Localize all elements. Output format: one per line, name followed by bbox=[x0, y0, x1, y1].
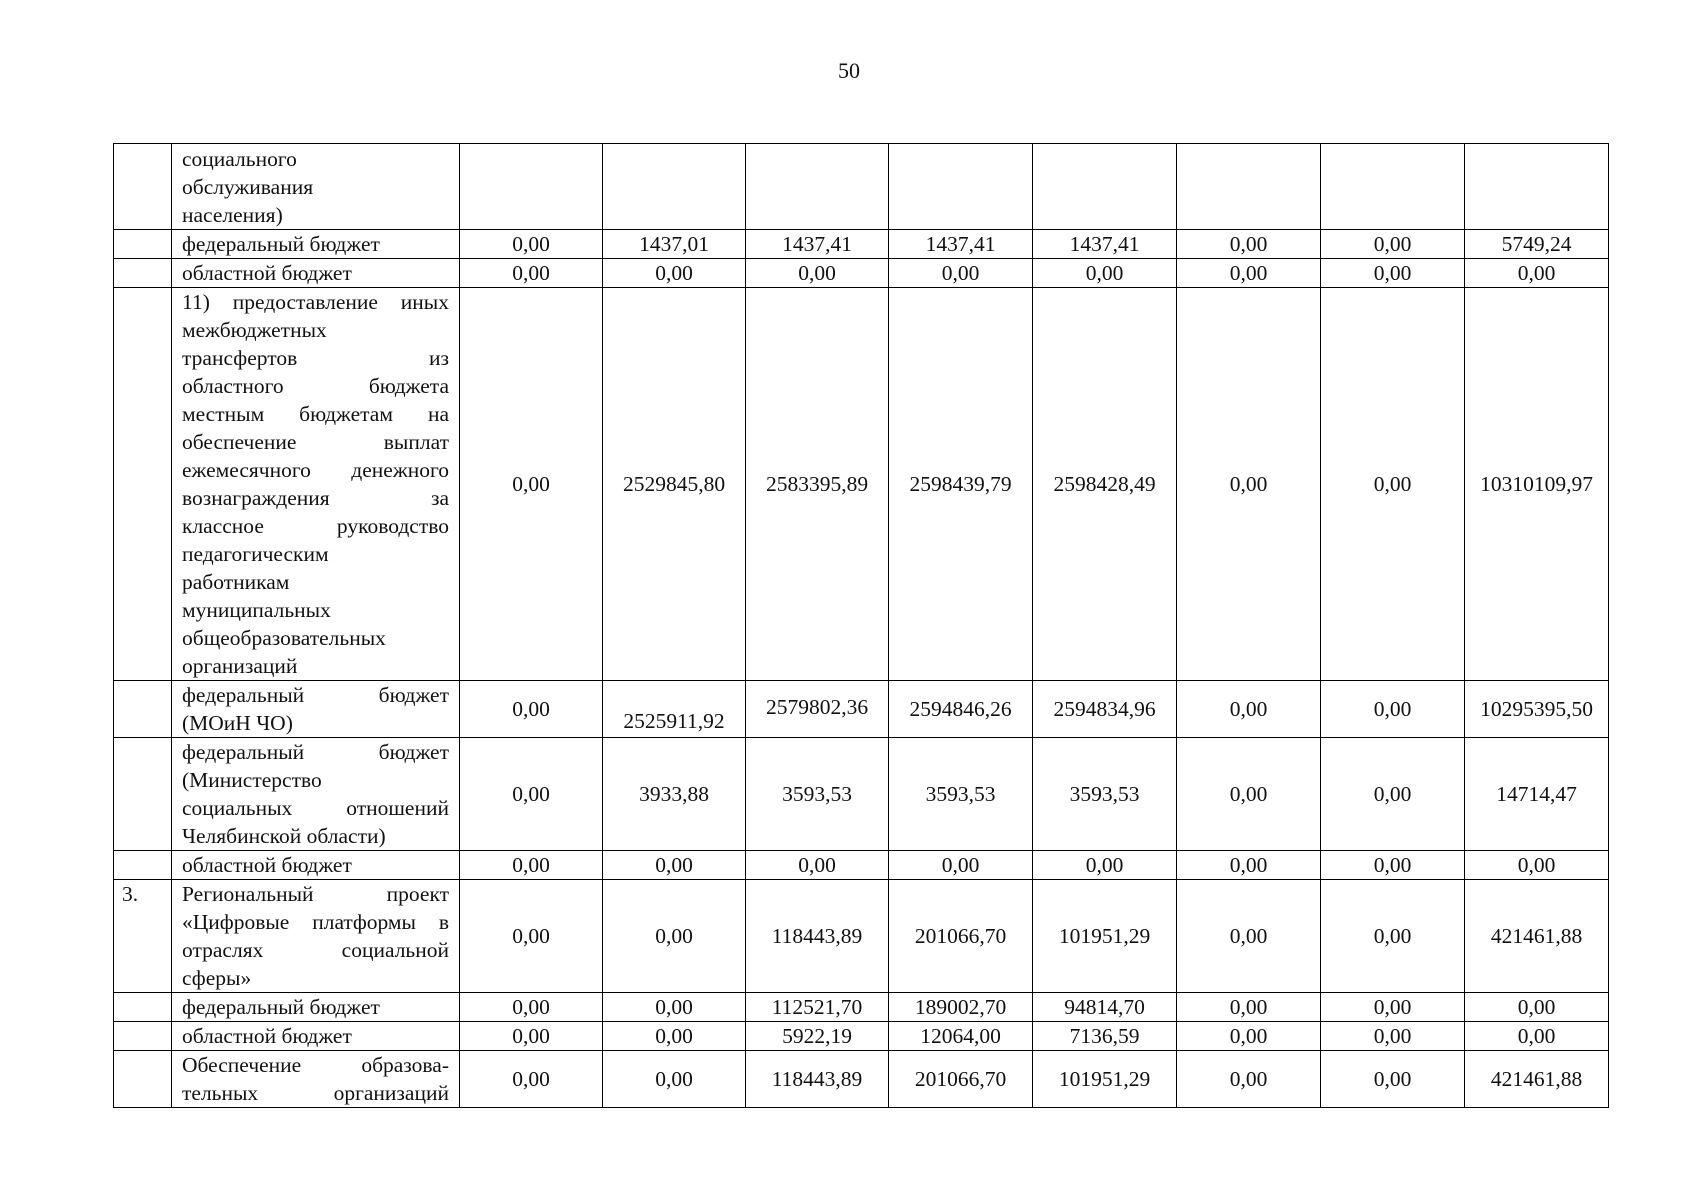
table-row bbox=[114, 259, 1609, 288]
value-text: 0,00 bbox=[512, 995, 550, 1019]
value-cell bbox=[1033, 880, 1177, 993]
value-text: 14714,47 bbox=[1496, 782, 1577, 806]
value-text: 189002,70 bbox=[914, 995, 1007, 1019]
value-cell bbox=[1177, 230, 1321, 259]
value-text: 2594846,26 bbox=[909, 697, 1012, 721]
description-line: областной бюджет bbox=[182, 261, 352, 285]
value-text: 112521,70 bbox=[771, 995, 863, 1019]
value-cell bbox=[1177, 1051, 1321, 1108]
value-text: 10310109,97 bbox=[1480, 472, 1593, 496]
value-text: 118443,89 bbox=[771, 924, 863, 948]
value-text: 0,00 bbox=[1373, 472, 1412, 496]
value-cell bbox=[1033, 259, 1177, 288]
value-text: 5749,24 bbox=[1501, 232, 1572, 256]
value-text: 201066,70 bbox=[914, 924, 1007, 948]
description-line: тельных организаций bbox=[182, 1081, 449, 1105]
value-cell bbox=[460, 738, 603, 851]
row-description-cell bbox=[172, 288, 460, 681]
row-number-cell bbox=[114, 1051, 172, 1108]
value-cell bbox=[603, 259, 746, 288]
value-cell bbox=[1033, 681, 1177, 738]
description-line: областного бюджета bbox=[182, 374, 449, 398]
value-text: 3593,53 bbox=[925, 782, 996, 806]
value-text: 0,00 bbox=[655, 261, 693, 285]
value-text: 3593,53 bbox=[782, 782, 852, 806]
value-text: 0,00 bbox=[1373, 924, 1412, 948]
row-description-cell bbox=[172, 851, 460, 880]
value-cell bbox=[460, 259, 603, 288]
value-text: 2598439,79 bbox=[909, 472, 1012, 496]
description-line: Региональный проект bbox=[182, 882, 449, 906]
value-text: 1437,01 bbox=[639, 232, 709, 256]
description-line: федеральный бюджет bbox=[182, 683, 449, 707]
value-cell bbox=[1177, 880, 1321, 993]
description-line: федеральный бюджет bbox=[182, 232, 380, 256]
value-text: 0,00 bbox=[1229, 995, 1268, 1019]
value-cell bbox=[1465, 1051, 1609, 1108]
description-line: классное руководство bbox=[182, 514, 449, 538]
value-text: 0,00 bbox=[1373, 1067, 1412, 1091]
value-text: 0,00 bbox=[1517, 853, 1556, 877]
value-cell bbox=[1321, 1051, 1465, 1108]
table-row bbox=[114, 1051, 1609, 1108]
value-cell bbox=[889, 259, 1033, 288]
value-cell bbox=[603, 681, 746, 738]
value-text: 0,00 bbox=[1373, 782, 1412, 806]
value-cell bbox=[603, 1022, 746, 1051]
value-cell bbox=[603, 1051, 746, 1108]
description-line: обслуживания bbox=[182, 174, 314, 199]
value-cell bbox=[1177, 1022, 1321, 1051]
table-row bbox=[114, 1022, 1609, 1051]
value-text: 0,00 bbox=[1373, 697, 1412, 721]
row-number-cell bbox=[114, 1022, 172, 1051]
value-cell bbox=[1177, 144, 1321, 230]
value-cell bbox=[1033, 993, 1177, 1022]
table-row bbox=[114, 681, 1609, 738]
value-cell bbox=[1465, 288, 1609, 681]
value-cell bbox=[603, 880, 746, 993]
value-text: 0,00 bbox=[1085, 261, 1124, 285]
value-text: 2579802,36 bbox=[765, 695, 869, 719]
value-cell bbox=[746, 1022, 889, 1051]
description-line: Челябинской области) bbox=[182, 824, 386, 848]
value-text: 0,00 bbox=[655, 924, 693, 948]
value-cell bbox=[603, 851, 746, 880]
value-cell bbox=[746, 230, 889, 259]
value-text: 0,00 bbox=[1373, 853, 1412, 877]
table-row bbox=[114, 738, 1609, 851]
value-cell bbox=[1465, 259, 1609, 288]
value-cell bbox=[1177, 851, 1321, 880]
value-text: 0,00 bbox=[655, 853, 693, 877]
value-text: 101951,29 bbox=[1058, 924, 1151, 948]
value-cell bbox=[746, 993, 889, 1022]
value-cell bbox=[1177, 288, 1321, 681]
value-cell bbox=[1465, 851, 1609, 880]
value-cell bbox=[603, 230, 746, 259]
value-cell bbox=[603, 993, 746, 1022]
row-number-cell bbox=[114, 288, 172, 681]
value-text: 0,00 bbox=[512, 472, 550, 496]
table-row bbox=[114, 993, 1609, 1022]
table-row bbox=[114, 288, 1609, 681]
description-line: населения) bbox=[182, 202, 283, 227]
value-text: 118443,89 bbox=[771, 1067, 863, 1091]
row-number-cell bbox=[114, 259, 172, 288]
value-cell bbox=[746, 259, 889, 288]
value-cell bbox=[1465, 681, 1609, 738]
value-text: 0,00 bbox=[1085, 853, 1124, 877]
value-cell bbox=[1465, 738, 1609, 851]
description-line: общеобразовательных bbox=[182, 626, 386, 650]
description-line: педагогическим bbox=[182, 542, 329, 566]
description-line: ежемесячного денежного bbox=[182, 458, 449, 482]
value-cell bbox=[1465, 1022, 1609, 1051]
value-cell bbox=[1321, 1022, 1465, 1051]
description-line: областной бюджет bbox=[182, 1024, 352, 1048]
value-text: 0,00 bbox=[1229, 232, 1268, 256]
value-text: 0,00 bbox=[941, 853, 980, 877]
description-line: местным бюджетам на bbox=[182, 402, 449, 426]
value-cell bbox=[1465, 144, 1609, 230]
value-text: 7136,59 bbox=[1069, 1024, 1140, 1048]
value-text: 2598428,49 bbox=[1053, 472, 1156, 496]
description-line: межбюджетных bbox=[182, 318, 327, 342]
row-description-cell bbox=[172, 880, 460, 993]
value-text: 0,00 bbox=[1229, 782, 1268, 806]
value-cell bbox=[889, 230, 1033, 259]
value-cell bbox=[1033, 230, 1177, 259]
value-text: 2529845,80 bbox=[622, 472, 726, 496]
value-cell bbox=[889, 1051, 1033, 1108]
value-text: 94814,70 bbox=[1064, 995, 1145, 1019]
row-description-cell bbox=[172, 993, 460, 1022]
value-text: 0,00 bbox=[941, 261, 980, 285]
value-text: 0,00 bbox=[1517, 995, 1556, 1019]
description-line: (Министерство bbox=[182, 768, 322, 792]
value-text: 0,00 bbox=[655, 1067, 693, 1091]
value-text: 10295395,50 bbox=[1480, 697, 1593, 721]
value-cell bbox=[889, 851, 1033, 880]
description-line: организаций bbox=[182, 654, 298, 678]
value-cell bbox=[746, 288, 889, 681]
row-number-cell bbox=[114, 230, 172, 259]
value-text: 2525911,92 bbox=[623, 709, 725, 733]
value-cell bbox=[1321, 288, 1465, 681]
value-text: 0,00 bbox=[1229, 261, 1268, 285]
value-cell bbox=[460, 1022, 603, 1051]
row-number-cell: 3. bbox=[114, 880, 172, 993]
value-cell bbox=[1465, 230, 1609, 259]
description-line: федеральный бюджет bbox=[182, 740, 449, 764]
value-cell bbox=[746, 681, 889, 738]
row-number-cell bbox=[114, 681, 172, 738]
table-row bbox=[114, 851, 1609, 880]
value-cell bbox=[889, 681, 1033, 738]
page-number: 50 bbox=[838, 58, 860, 83]
value-text: 0,00 bbox=[512, 853, 550, 877]
budget-table bbox=[113, 143, 1609, 1108]
value-text: 0,00 bbox=[512, 697, 550, 721]
description-line: отраслях социальной bbox=[182, 938, 449, 962]
description-line: работникам bbox=[182, 570, 290, 594]
value-cell bbox=[1321, 259, 1465, 288]
value-text: 0,00 bbox=[1229, 853, 1268, 877]
value-text: 0,00 bbox=[1229, 1067, 1268, 1091]
value-text: 0,00 bbox=[512, 261, 550, 285]
value-cell bbox=[889, 288, 1033, 681]
value-cell bbox=[1033, 1051, 1177, 1108]
row-number-cell bbox=[114, 993, 172, 1022]
row-description-cell bbox=[172, 259, 460, 288]
description-line: вознаграждения за bbox=[182, 486, 449, 510]
value-text: 12064,00 bbox=[920, 1024, 1001, 1048]
value-cell bbox=[460, 230, 603, 259]
value-text: 0,00 bbox=[798, 853, 836, 877]
value-cell bbox=[460, 288, 603, 681]
value-text: 3933,88 bbox=[639, 782, 709, 806]
value-text: 0,00 bbox=[1373, 232, 1412, 256]
value-cell bbox=[1033, 144, 1177, 230]
value-text: 0,00 bbox=[1229, 1024, 1268, 1048]
table-row bbox=[114, 144, 1609, 230]
value-cell bbox=[603, 144, 746, 230]
description-line: трансфертов из bbox=[182, 346, 449, 370]
row-description-cell bbox=[172, 144, 460, 230]
value-text: 0,00 bbox=[655, 1024, 693, 1048]
value-text: 5922,19 bbox=[782, 1024, 852, 1048]
value-cell bbox=[746, 738, 889, 851]
value-text: 0,00 bbox=[1517, 261, 1556, 285]
description-line: социального bbox=[182, 146, 297, 171]
value-cell bbox=[1321, 738, 1465, 851]
value-text: 0,00 bbox=[512, 232, 550, 256]
value-text: 0,00 bbox=[512, 1024, 550, 1048]
value-cell bbox=[460, 681, 603, 738]
value-text: 0,00 bbox=[1229, 697, 1268, 721]
value-cell bbox=[1033, 288, 1177, 681]
value-text: 0,00 bbox=[512, 1067, 550, 1091]
value-cell bbox=[460, 993, 603, 1022]
value-cell bbox=[603, 738, 746, 851]
value-cell bbox=[889, 738, 1033, 851]
value-cell bbox=[1321, 230, 1465, 259]
row-number-cell bbox=[114, 738, 172, 851]
value-cell bbox=[746, 851, 889, 880]
value-text: 0,00 bbox=[1229, 924, 1268, 948]
value-text: 101951,29 bbox=[1058, 1067, 1151, 1091]
description-line: Обеспечение образова- bbox=[182, 1053, 449, 1077]
value-text: 421461,88 bbox=[1490, 924, 1583, 948]
value-cell bbox=[1321, 880, 1465, 993]
table-row bbox=[114, 880, 1609, 993]
value-text: 0,00 bbox=[798, 261, 836, 285]
value-cell bbox=[603, 288, 746, 681]
value-text: 0,00 bbox=[512, 924, 550, 948]
value-text: 201066,70 bbox=[914, 1067, 1007, 1091]
value-cell bbox=[1177, 738, 1321, 851]
value-text: 0,00 bbox=[1373, 1024, 1412, 1048]
value-cell bbox=[460, 851, 603, 880]
value-text: 0,00 bbox=[1373, 261, 1412, 285]
value-cell bbox=[889, 1022, 1033, 1051]
value-text: 0,00 bbox=[1229, 472, 1268, 496]
row-description-cell bbox=[172, 1022, 460, 1051]
description-line: «Цифровые платформы в bbox=[182, 910, 449, 934]
value-cell bbox=[1033, 738, 1177, 851]
value-text: 2583395,89 bbox=[765, 472, 869, 496]
value-cell bbox=[1033, 1022, 1177, 1051]
table-row bbox=[114, 230, 1609, 259]
value-text: 1437,41 bbox=[1069, 232, 1140, 256]
row-number-cell bbox=[114, 144, 172, 230]
value-text: 0,00 bbox=[1373, 995, 1412, 1019]
value-cell bbox=[460, 880, 603, 993]
description-line: сферы» bbox=[182, 966, 252, 990]
value-cell bbox=[1321, 851, 1465, 880]
row-description-cell bbox=[172, 738, 460, 851]
value-cell bbox=[1177, 993, 1321, 1022]
value-text: 1437,41 bbox=[782, 232, 852, 256]
value-cell bbox=[1321, 681, 1465, 738]
value-text: 2594834,96 bbox=[1053, 697, 1156, 721]
value-cell bbox=[889, 880, 1033, 993]
value-cell bbox=[460, 144, 603, 230]
value-cell bbox=[1321, 993, 1465, 1022]
value-text: 421461,88 bbox=[1490, 1067, 1583, 1091]
row-description-cell bbox=[172, 230, 460, 259]
value-cell bbox=[746, 880, 889, 993]
description-line: 11) предоставление иных bbox=[182, 290, 449, 314]
description-line: (МОиН ЧО) bbox=[182, 711, 293, 735]
description-line: федеральный бюджет bbox=[182, 995, 380, 1019]
value-cell bbox=[746, 144, 889, 230]
value-cell bbox=[1033, 851, 1177, 880]
row-description-cell bbox=[172, 681, 460, 738]
value-text: 0,00 bbox=[1517, 1024, 1556, 1048]
value-text: 3593,53 bbox=[1069, 782, 1140, 806]
value-cell bbox=[1177, 681, 1321, 738]
value-text: 1437,41 bbox=[925, 232, 996, 256]
description-line: областной бюджет bbox=[182, 853, 352, 877]
value-cell bbox=[889, 993, 1033, 1022]
value-cell bbox=[889, 144, 1033, 230]
description-line: муниципальных bbox=[182, 598, 331, 622]
value-cell bbox=[1465, 993, 1609, 1022]
row-number-cell bbox=[114, 851, 172, 880]
description-line: обеспечение выплат bbox=[182, 430, 449, 454]
value-cell bbox=[1321, 144, 1465, 230]
row-description-cell bbox=[172, 1051, 460, 1108]
value-cell bbox=[460, 1051, 603, 1108]
value-cell bbox=[746, 1051, 889, 1108]
value-text: 0,00 bbox=[512, 782, 550, 806]
description-line: социальных отношений bbox=[182, 796, 449, 820]
value-cell bbox=[1177, 259, 1321, 288]
value-text: 0,00 bbox=[655, 995, 693, 1019]
value-cell bbox=[1465, 880, 1609, 993]
